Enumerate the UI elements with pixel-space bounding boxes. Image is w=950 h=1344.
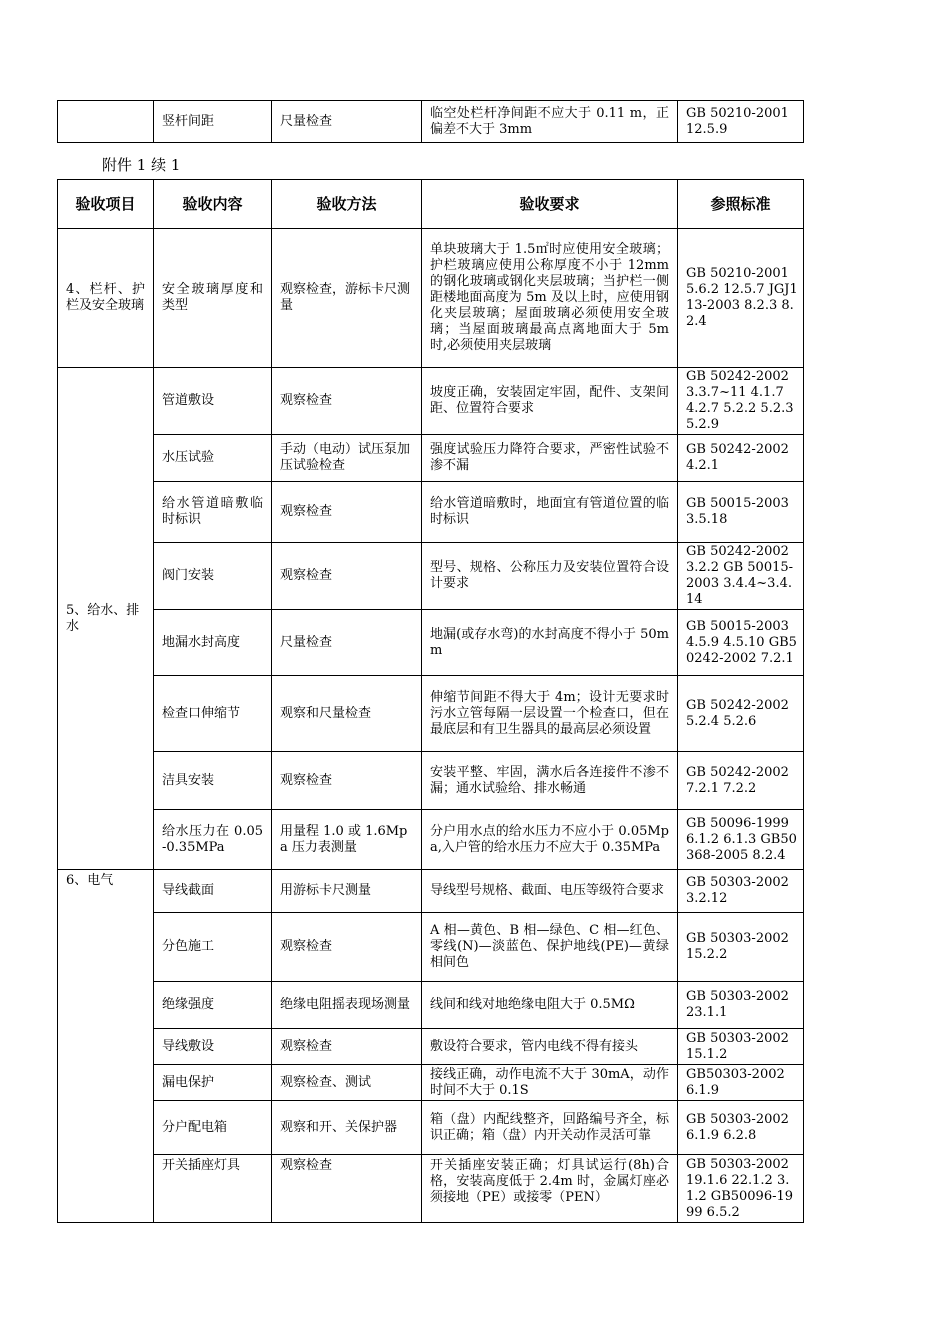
cell-requirement: 单块玻璃大于 1.5㎡时应使用安全玻璃；护栏玻璃应使用公称厚度不小于 12mm 的钢化玻璃或钢化夹层玻璃；当护栏一侧距楼地面高度为 5m 及以上时，应使用钢化夹层玻璃；屋面玻璃必须使用安全玻璃；当屋面玻璃最高点离地面大于 5m 时,必须使用夹层玻璃 bbox=[422, 229, 678, 368]
table-row bbox=[58, 610, 804, 676]
cell-method: 观察检查、测试 bbox=[272, 1065, 422, 1101]
cell-item: 6、电气 bbox=[58, 870, 154, 1223]
header-requirement: 验收要求 bbox=[422, 180, 678, 229]
cell-standard: GB 50210-2001 12.5.9 bbox=[678, 101, 804, 143]
continued-table-fragment bbox=[57, 100, 804, 143]
table-row bbox=[58, 1155, 804, 1223]
cell-item bbox=[58, 101, 154, 143]
table-caption: 附件 1 续 1 bbox=[102, 156, 181, 174]
cell-method: 观察和尺量检查 bbox=[272, 676, 422, 752]
cell-method: 手动（电动）试压泵加压试验检查 bbox=[272, 435, 422, 482]
cell-requirement: 强度试验压力降符合要求，严密性试验不渗不漏 bbox=[422, 435, 678, 482]
cell-standard: GB 50303-2002 15.2.2 bbox=[678, 913, 804, 982]
cell-requirement: 安装平整、牢固，满水后各连接件不渗不漏；通水试验给、排水畅通 bbox=[422, 752, 678, 810]
cell-requirement: 伸缩节间距不得大于 4m；设计无要求时污水立管每隔一层设置一个检查口，但在最底层和有卫生器具的最高层必须设置 bbox=[422, 676, 678, 752]
cell-requirement: 导线型号规格、截面、电压等级符合要求 bbox=[422, 870, 678, 913]
header-standard: 参照标准 bbox=[678, 180, 804, 229]
header-method: 验收方法 bbox=[272, 180, 422, 229]
cell-content: 绝缘强度 bbox=[154, 982, 272, 1029]
cell-standard: GB 50015-2003 4.5.9 4.5.10 GB50242-2002 7.2.1 bbox=[678, 610, 804, 676]
cell-content: 安全玻璃厚度和类型 bbox=[154, 229, 272, 368]
acceptance-table bbox=[57, 179, 804, 1223]
header-row bbox=[58, 180, 804, 229]
cell-standard: GB 50303-2002 6.1.9 6.2.8 bbox=[678, 1101, 804, 1155]
table-row bbox=[58, 982, 804, 1029]
table-row bbox=[58, 1101, 804, 1155]
cell-method: 观察检查 bbox=[272, 368, 422, 435]
table-row bbox=[58, 368, 804, 435]
table-row bbox=[58, 810, 804, 870]
cell-method: 观察检查 bbox=[272, 543, 422, 610]
cell-item: 4、栏杆、护栏及安全玻璃 bbox=[58, 229, 154, 368]
table-row bbox=[58, 1029, 804, 1065]
header-content: 验收内容 bbox=[154, 180, 272, 229]
cell-content: 开关插座灯具 bbox=[154, 1155, 272, 1223]
cell-method: 观察检查 bbox=[272, 1029, 422, 1065]
cell-requirement: 临空处栏杆净间距不应大于 0.11 m，正偏差不大于 3mm bbox=[422, 101, 678, 143]
cell-content: 分户配电箱 bbox=[154, 1101, 272, 1155]
cell-standard: GB 50210-2001 5.6.2 12.5.7 JGJ113-2003 8.2.3 8.2.4 bbox=[678, 229, 804, 368]
cell-standard: GB 50303-2002 15.1.2 bbox=[678, 1029, 804, 1065]
cell-content: 竖杆间距 bbox=[154, 101, 272, 143]
cell-method: 尺量检查 bbox=[272, 101, 422, 143]
cell-method: 尺量检查 bbox=[272, 610, 422, 676]
cell-content: 水压试验 bbox=[154, 435, 272, 482]
cell-item: 5、给水、排水 bbox=[58, 368, 154, 870]
cell-method: 绝缘电阻摇表现场测量 bbox=[272, 982, 422, 1029]
cell-method: 用量程 1.0 或 1.6Mpa 压力表测量 bbox=[272, 810, 422, 870]
cell-requirement: 开关插座安装正确；灯具试运行(8h)合格，安装高度低于 2.4m 时，金属灯座必须接地（PE）或接零（PEN） bbox=[422, 1155, 678, 1223]
cell-standard: GB 50015-2003 3.5.18 bbox=[678, 482, 804, 543]
table-row bbox=[58, 676, 804, 752]
cell-method: 观察和开、关保护器 bbox=[272, 1101, 422, 1155]
cell-standard: GB 50242-2002 5.2.4 5.2.6 bbox=[678, 676, 804, 752]
cell-requirement: A 相—黄色、B 相—绿色、C 相—红色、零线(N)—淡蓝色、保护地线(PE)—黄绿相间色 bbox=[422, 913, 678, 982]
table-row bbox=[58, 229, 804, 368]
header-item: 验收项目 bbox=[58, 180, 154, 229]
cell-content: 分色施工 bbox=[154, 913, 272, 982]
cell-method: 观察检查 bbox=[272, 752, 422, 810]
cell-content: 给水压力在 0.05-0.35MPa bbox=[154, 810, 272, 870]
cell-standard: GB 50303-2002 23.1.1 bbox=[678, 982, 804, 1029]
cell-standard: GB50303-2002 6.1.9 bbox=[678, 1065, 804, 1101]
cell-content: 检查口伸缩节 bbox=[154, 676, 272, 752]
table-row bbox=[58, 870, 804, 913]
cell-requirement: 坡度正确，安装固定牢固，配件、支架间距、位置符合要求 bbox=[422, 368, 678, 435]
cell-standard: GB 50242-2002 3.2.2 GB 50015-2003 3.4.4~3.4.14 bbox=[678, 543, 804, 610]
cell-standard: GB 50242-2002 3.3.7~11 4.1.7 4.2.7 5.2.2 5.2.3 5.2.9 bbox=[678, 368, 804, 435]
table-row bbox=[58, 101, 804, 143]
cell-standard: GB 50242-2002 4.2.1 bbox=[678, 435, 804, 482]
cell-requirement: 分户用水点的给水压力不应小于 0.05Mpa,入户管的给水压力不应大于 0.35MPa bbox=[422, 810, 678, 870]
table-row bbox=[58, 752, 804, 810]
cell-content: 阀门安装 bbox=[154, 543, 272, 610]
cell-requirement: 给水管道暗敷时，地面宜有管道位置的临时标识 bbox=[422, 482, 678, 543]
cell-requirement: 型号、规格、公称压力及安装位置符合设计要求 bbox=[422, 543, 678, 610]
cell-method: 用游标卡尺测量 bbox=[272, 870, 422, 913]
cell-standard: GB 50096-1999 6.1.2 6.1.3 GB50368-2005 8.2.4 bbox=[678, 810, 804, 870]
cell-requirement: 敷设符合要求，管内电线不得有接头 bbox=[422, 1029, 678, 1065]
cell-standard: GB 50303-2002 3.2.12 bbox=[678, 870, 804, 913]
cell-standard: GB 50303-2002 19.1.6 22.1.2 3.1.2 GB50096-1999 6.5.2 bbox=[678, 1155, 804, 1223]
table-row bbox=[58, 543, 804, 610]
cell-method: 观察检查 bbox=[272, 482, 422, 543]
cell-method: 观察检查，游标卡尺测量 bbox=[272, 229, 422, 368]
cell-requirement: 地漏(或存水弯)的水封高度不得小于 50mm bbox=[422, 610, 678, 676]
cell-requirement: 接线正确，动作电流不大于 30mA，动作时间不大于 0.1S bbox=[422, 1065, 678, 1101]
table-row bbox=[58, 1065, 804, 1101]
table-row bbox=[58, 913, 804, 982]
cell-content: 给水管道暗敷临时标识 bbox=[154, 482, 272, 543]
cell-content: 导线敷设 bbox=[154, 1029, 272, 1065]
cell-standard: GB 50242-2002 7.2.1 7.2.2 bbox=[678, 752, 804, 810]
cell-method: 观察检查 bbox=[272, 1155, 422, 1223]
table-row bbox=[58, 482, 804, 543]
cell-content: 漏电保护 bbox=[154, 1065, 272, 1101]
cell-content: 地漏水封高度 bbox=[154, 610, 272, 676]
cell-content: 管道敷设 bbox=[154, 368, 272, 435]
cell-requirement: 箱（盘）内配线整齐，回路编号齐全，标识正确；箱（盘）内开关动作灵活可靠 bbox=[422, 1101, 678, 1155]
cell-requirement: 线间和线对地绝缘电阻大于 0.5MΩ bbox=[422, 982, 678, 1029]
cell-content: 导线截面 bbox=[154, 870, 272, 913]
table-row bbox=[58, 435, 804, 482]
cell-content: 洁具安装 bbox=[154, 752, 272, 810]
cell-method: 观察检查 bbox=[272, 913, 422, 982]
